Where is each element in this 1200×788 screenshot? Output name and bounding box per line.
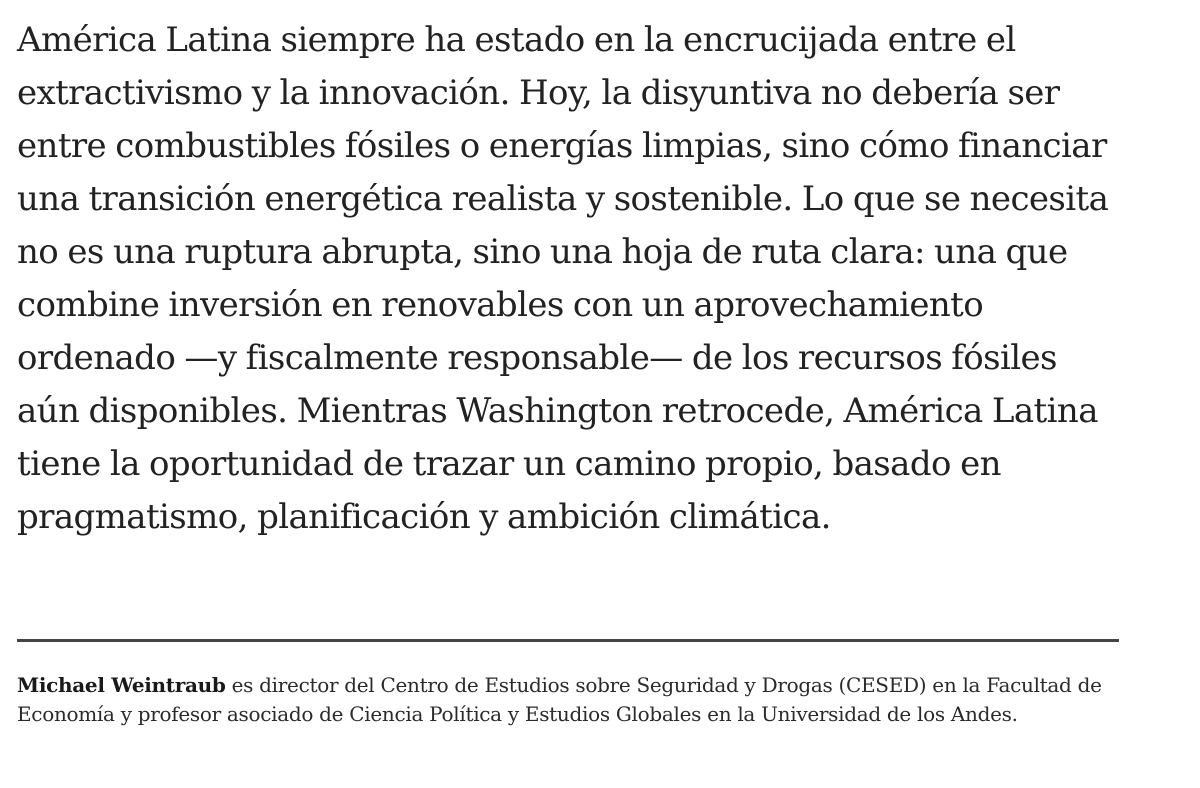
article-body bbox=[17, 14, 1127, 544]
section-divider bbox=[17, 639, 1119, 642]
article-paragraph: América Latina siempre ha estado en la encrucijada entre el extractivismo y la innovación. Hoy, la disyuntiva no debería ser entre combustibles fósiles o energías limpias, sino cómo financiar una transición energética realista y sostenible. Lo que se necesita no es una ruptura abrupta, sino una hoja de ruta clara: una que combine inversión en renovables con un aprovechamiento ordenado —y fiscalmente responsable— de los recursos fósiles aún disponibles. Mientras Washington retrocede, América Latina tiene la oportunidad de trazar un camino propio, basado en pragmatismo, planificación y ambición climática. bbox=[17, 20, 1109, 537]
author-description: es director del Centro de Estudios sobre Seguridad y Drogas (CESED) en la Facultad de Economía y profesor asociado de Ciencia Política y Estudios Globales en la Universidad de los Andes. bbox=[17, 673, 1102, 726]
author-bio bbox=[17, 671, 1119, 729]
author-name: Michael Weintraub bbox=[17, 673, 226, 697]
